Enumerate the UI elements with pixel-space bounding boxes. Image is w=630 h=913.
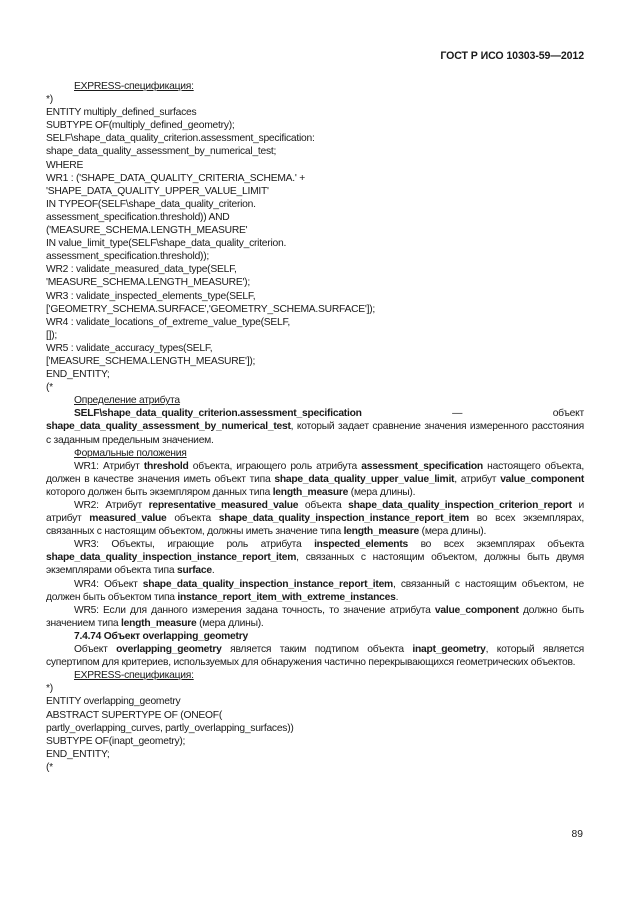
standard-header: ГОСТ Р ИСО 10303-59—2012 xyxy=(440,50,584,62)
object-name: shape_data_quality_assessment_by_numerical_test xyxy=(46,421,291,433)
code-line: IN value_limit_type(SELF\shape_data_quality_criterion. xyxy=(46,238,287,250)
code-line: WR2 : validate_measured_data_type(SELF, xyxy=(46,264,237,276)
rule-wr5: WR5: Если для данного измерения задана точность, то значение атрибута value_component должно быть значением типа length_measure (мера длины). xyxy=(46,604,584,629)
attribute-definition-paragraph: SELF\shape_data_quality_criterion.assessment_specification — объект shape_data_quality_assessment_by_numerical_test, который задает сравнение значения измеренного расстояния с заданным предельным значением. xyxy=(46,408,584,446)
code-line: WR5 : validate_accuracy_types(SELF, xyxy=(46,342,213,354)
code-line: ['MEASURE_SCHEMA.LENGTH_MEASURE']); xyxy=(46,355,256,367)
code-line: 'MEASURE_SCHEMA.LENGTH_MEASURE'); xyxy=(46,277,250,289)
code-line: assessment_specification.threshold)); xyxy=(46,251,210,263)
code-line: END_ENTITY; xyxy=(46,748,110,760)
code-line: ENTITY overlapping_geometry xyxy=(46,696,181,708)
code-line: *) xyxy=(46,94,53,106)
code-line: SUBTYPE OF(inapt_geometry); xyxy=(46,735,186,747)
formal-provisions-label: Формальные положения xyxy=(74,447,187,459)
page-content xyxy=(46,80,584,774)
code-line: (* xyxy=(46,761,53,773)
code-line: *) xyxy=(46,683,53,695)
attribute-definition-label: Определение атрибута xyxy=(74,395,180,407)
code-line: partly_overlapping_curves, partly_overlapping_surfaces)) xyxy=(46,722,294,734)
code-line: shape_data_quality_assessment_by_numerical_test; xyxy=(46,146,277,158)
express-label: EXPRESS-спецификация: xyxy=(74,81,194,92)
code-line: WHERE xyxy=(46,159,84,171)
code-line: IN TYPEOF(SELF\shape_data_quality_criterion. xyxy=(46,198,256,210)
page-number: 89 xyxy=(571,829,583,840)
section-heading: 7.4.74 Объект overlapping_geometry xyxy=(74,630,248,642)
code-line: WR4 : validate_locations_of_extreme_value_type(SELF, xyxy=(46,316,290,328)
express-label-2: EXPRESS-спецификация: xyxy=(74,670,194,682)
express-code-block xyxy=(46,93,584,394)
code-line: assessment_specification.threshold)) AND xyxy=(46,211,230,223)
attribute-name: SELF\shape_data_quality_criterion.assessment_specification xyxy=(74,408,362,420)
code-line: 'SHAPE_DATA_QUALITY_UPPER_VALUE_LIMIT' xyxy=(46,185,269,197)
code-line: SUBTYPE OF(multiply_defined_geometry); xyxy=(46,120,235,132)
code-line: WR1 : ('SHAPE_DATA_QUALITY_CRITERIA_SCHEMA.' + xyxy=(46,172,305,184)
code-line: END_ENTITY; xyxy=(46,369,110,381)
code-line: ['GEOMETRY_SCHEMA.SURFACE','GEOMETRY_SCHEMA.SURFACE']); xyxy=(46,303,376,315)
rule-wr3: WR3: Объекты, играющие роль атрибута inspected_elements во всех экземплярах объекта shape_data_quality_inspection_instance_report_item, связанных с настоящим объектом, должны быть двумя экземплярами объекта типа surface. xyxy=(46,539,584,577)
code-line: (* xyxy=(46,382,53,394)
code-line: ABSTRACT SUPERTYPE OF (ONEOF( xyxy=(46,709,223,721)
rule-wr4: WR4: Объект shape_data_quality_inspection_instance_report_item, связанный с настоящим объектом, не должен быть объектом типа instance_report_item_with_extreme_instances. xyxy=(46,578,584,603)
code-line: []); xyxy=(46,329,58,341)
code-line: WR3 : validate_inspected_elements_type(SELF, xyxy=(46,290,256,302)
section-paragraph: Объект overlapping_geometry является таким подтипом объекта inapt_geometry, который является супертипом для критериев, используемых для обнаружения частично перекрывающихся геометрических объектов. xyxy=(46,644,584,669)
code-line: ('MEASURE_SCHEMA.LENGTH_MEASURE' xyxy=(46,225,248,237)
express-code-block-2 xyxy=(46,682,584,774)
code-line: SELF\shape_data_quality_criterion.assessment_specification: xyxy=(46,133,315,145)
code-line: ENTITY multiply_defined_surfaces xyxy=(46,107,197,119)
rule-wr1: WR1: Атрибут threshold объекта, играющего роль атрибута assessment_specification настоящего объекта, должен в качестве значения иметь объект типа shape_data_quality_upper_value_limit, атрибут value_component которого должен быть экземпляром данных типа length_measure (мера длины). xyxy=(46,460,584,498)
rule-wr2: WR2: Атрибут representative_measured_value объекта shape_data_quality_inspection_criterion_report и атрибут measured_value объекта shape_data_quality_inspection_instance_report_item во всех экземплярах, связанных с настоящим объектом, должны иметь значение типа length_measure (мера длины). xyxy=(46,500,584,538)
